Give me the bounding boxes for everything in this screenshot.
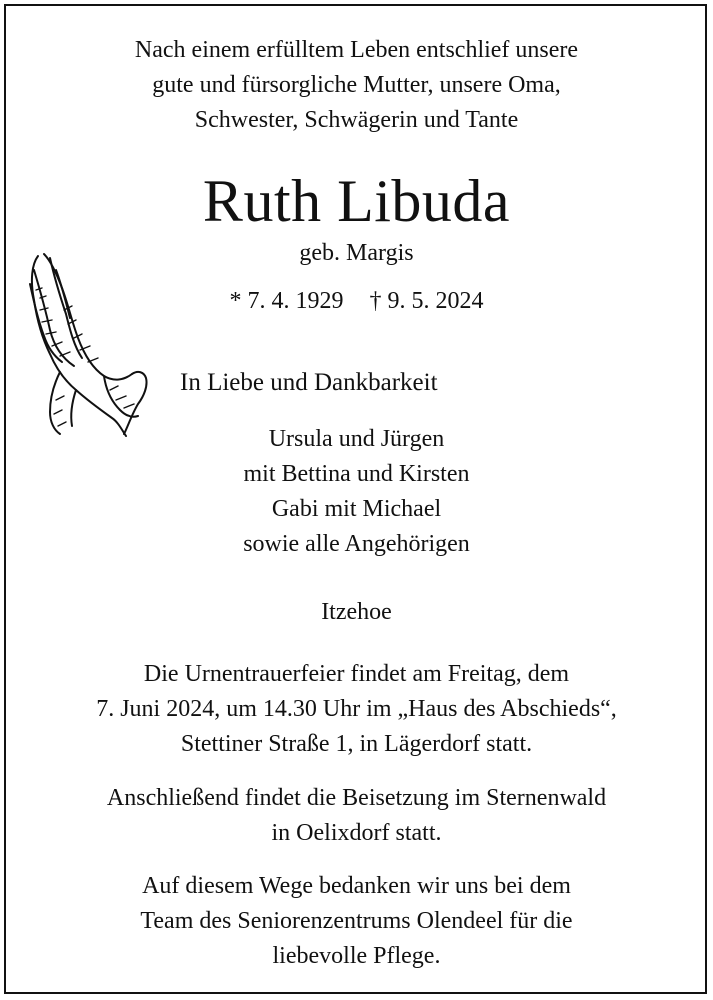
ceremony-line: 7. Juni 2024, um 14.30 Uhr im „Haus des Abschieds“,	[96, 696, 617, 722]
thanks-text	[4, 869, 709, 974]
intro-line: gute und fürsorgliche Mutter, unsere Oma,	[152, 72, 561, 98]
family-list	[4, 422, 709, 562]
intro-line: Nach einem erfülltem Leben entschlief unsere	[134, 37, 579, 63]
thanks-line: Auf diesem Wege bedanken wir uns bei dem	[142, 873, 571, 899]
thanks-line: liebevolle Pflege.	[272, 943, 441, 969]
intro-line: Schwester, Schwägerin und Tante	[194, 107, 519, 133]
thanks-line: Team des Seniorenzentrums Olendeel für die	[140, 908, 573, 934]
death-date: † 9. 5. 2024	[369, 288, 484, 314]
deceased-name: Ruth Libuda	[202, 168, 511, 234]
praying-hands-icon	[20, 250, 152, 440]
place: Itzehoe	[321, 599, 392, 625]
dedication-line: In Liebe und Dankbarkeit	[180, 369, 438, 396]
burial-text	[4, 781, 709, 851]
family-line: Ursula und Jürgen	[268, 426, 445, 452]
family-line: Gabi mit Michael	[271, 496, 442, 522]
ceremony-line: Stettiner Straße 1, in Lägerdorf statt.	[180, 731, 533, 757]
burial-line: Anschließend findet die Beisetzung im Sternenwald	[106, 785, 607, 811]
ceremony-line: Die Urnentrauerfeier findet am Freitag, dem	[143, 661, 570, 687]
family-line: mit Bettina und Kirsten	[243, 461, 470, 487]
birth-name: geb. Margis	[299, 240, 414, 266]
family-line: sowie alle Angehörigen	[243, 531, 470, 557]
ceremony-text	[4, 657, 709, 762]
intro-text	[4, 33, 709, 138]
burial-line: in Oelixdorf statt.	[271, 820, 442, 846]
birth-date: * 7. 4. 1929	[229, 288, 344, 314]
